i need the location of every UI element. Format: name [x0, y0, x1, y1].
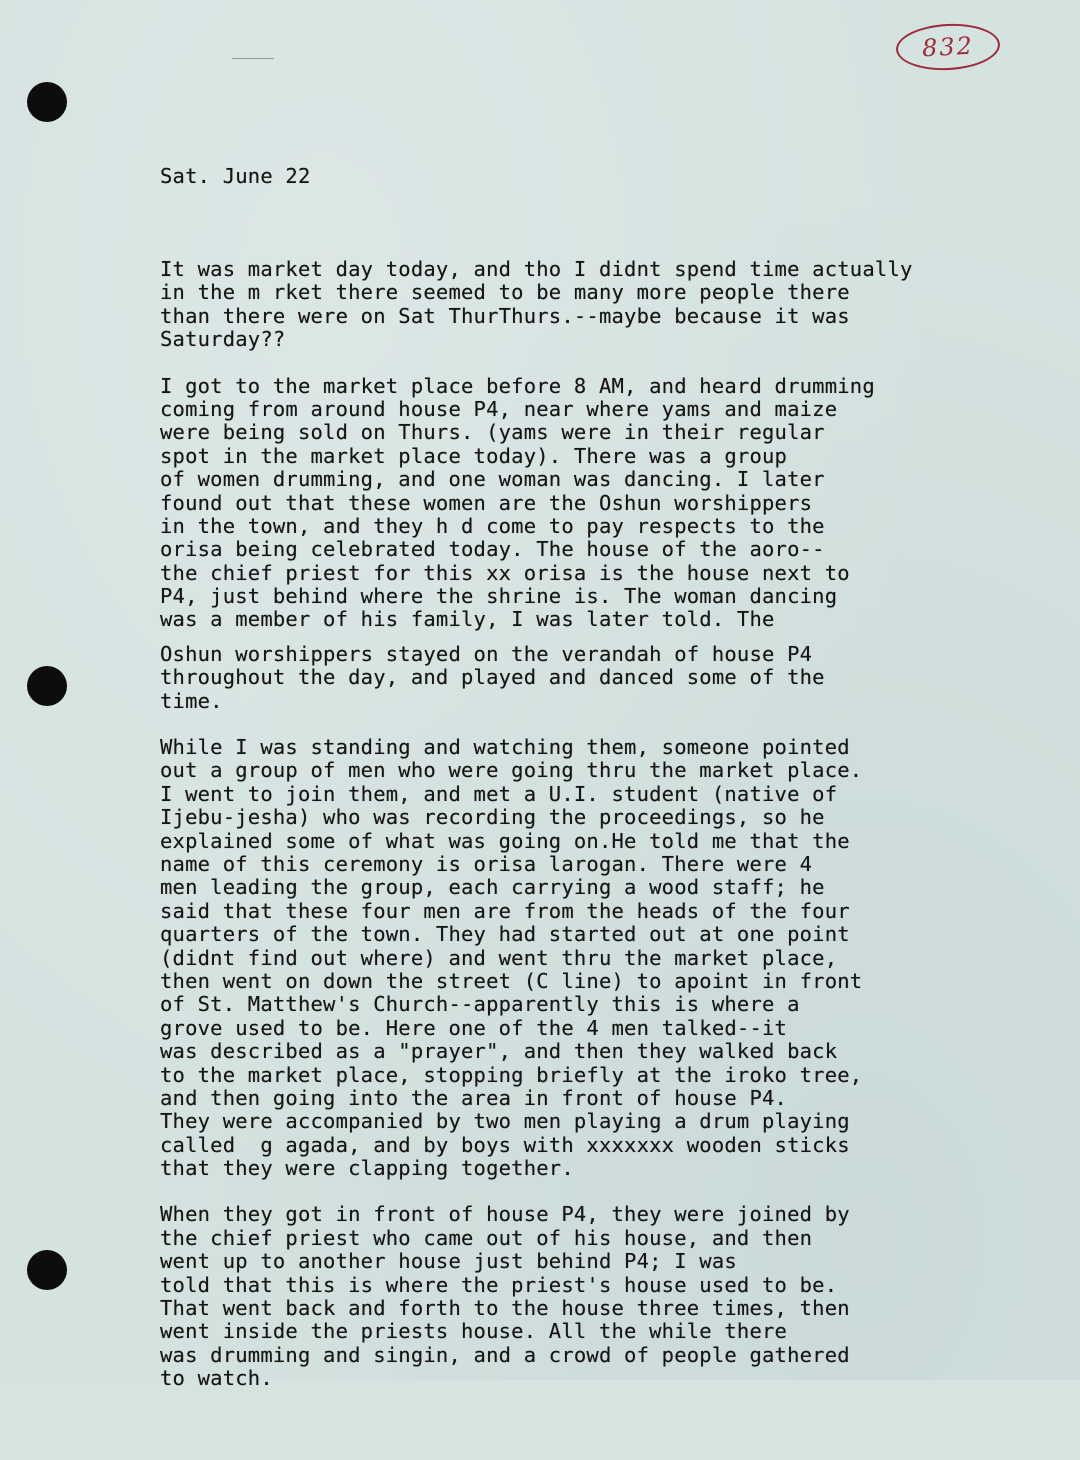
text-line: When they got in front of house P4, they were joined by: [160, 1202, 850, 1227]
text-line: coming from around house P4, near where yams and maize: [160, 396, 838, 421]
text-line: was drumming and singin, and a crowd of people gathered: [160, 1342, 850, 1367]
text-line: name of this ceremony is orisa larogan. There were 4: [160, 852, 813, 876]
typed-text: [160, 118, 1020, 1460]
paragraph: [160, 643, 1020, 713]
text-line: was described as a "prayer", and then they walked back: [160, 1039, 838, 1064]
text-line: then went on down the street (C line) to apoint in front: [160, 968, 863, 993]
text-line: I got to the market place before 8 AM, and heard drumming: [160, 373, 875, 398]
paragraph: [160, 258, 1020, 352]
date-heading: Sat. June 22: [160, 163, 311, 188]
text-line: in the m rket there seemed to be many more people there: [160, 280, 850, 305]
text-line: that they were clapping together.: [160, 1156, 574, 1181]
text-line: the chief priest who came out of his house, and then: [160, 1225, 813, 1250]
text-line: throughout the day, and played and danced some of the: [160, 665, 825, 690]
text-line: They were accompanied by two men playing a drum playing: [160, 1109, 850, 1134]
text-line: told that this is where the priest's house used to be.: [160, 1272, 838, 1297]
text-line: found out that these women are the Oshun worshippers: [160, 490, 813, 515]
punch-hole: [27, 82, 67, 122]
text-line: I went to join them, and met a U.I. student (native of: [160, 781, 838, 806]
text-line: to the market place, stopping briefly at the iroko tree,: [160, 1062, 863, 1087]
text-line: Oshun worshippers stayed on the verandah of house P4: [160, 641, 813, 666]
text-line: and then going into the area in front of house P4.: [160, 1085, 788, 1110]
text-line: That went back and forth to the house three times, then: [160, 1296, 850, 1321]
text-line: in the town, and they h d come to pay respects to the: [160, 513, 825, 538]
text-line: grove used to be. Here one of the 4 men talked--it: [160, 1015, 788, 1040]
text-line: was a member of his family, I was later told. The: [160, 607, 775, 632]
text-line: the chief priest for this xx orisa is the house next to: [160, 560, 850, 585]
text-line: were being sold on Thurs. (yams were in their regular: [160, 420, 825, 445]
punch-hole: [27, 666, 67, 706]
text-line: time.: [160, 688, 223, 713]
text-line: explained some of what was going on.He told me that the: [160, 828, 850, 853]
text-line: said that these four men are from the heads of the four: [160, 898, 850, 923]
text-line: While I was standing and watching them, someone pointed: [160, 735, 850, 760]
text-line: quarters of the town. They had started out at one point: [160, 922, 850, 947]
text-line: than there were on Sat ThurThurs.--maybe because it was: [160, 303, 850, 328]
text-line: called g agada, and by boys with xxxxxxx wooden sticks: [160, 1132, 850, 1157]
text-line: spot in the market place today). There was a group: [160, 443, 788, 468]
page-number: 832: [895, 21, 1001, 72]
paragraph: [160, 736, 1020, 1180]
text-line: P4, just behind where the shrine is. The woman dancing: [160, 584, 838, 609]
text-line: went up to another house just behind P4; I was: [160, 1249, 737, 1274]
pencil-mark: [232, 58, 274, 59]
text-line: orisa being celebrated today. The house of the aoro--: [160, 537, 825, 562]
text-line: It was market day today, and tho I didnt spend time actually: [160, 257, 913, 282]
punch-hole: [27, 1250, 67, 1290]
text-line: Saturday??: [160, 327, 286, 352]
text-line: of women drumming, and one woman was dancing. I later: [160, 467, 825, 492]
text-line: of St. Matthew's Church--apparently this is where a: [160, 992, 800, 1017]
text-line: out a group of men who were going thru the market place.: [160, 758, 863, 783]
paragraph: [160, 1203, 1020, 1390]
text-line: Ijebu-jesha) who was recording the proceedings, so he: [160, 805, 825, 830]
text-line: men leading the group, each carrying a wood staff; he: [160, 875, 825, 900]
text-line: to watch.: [160, 1366, 273, 1391]
text-line: (didnt find out where) and went thru the market place,: [160, 945, 838, 970]
text-line: went inside the priests house. All the while there: [160, 1319, 788, 1344]
paragraph: [160, 375, 1020, 632]
